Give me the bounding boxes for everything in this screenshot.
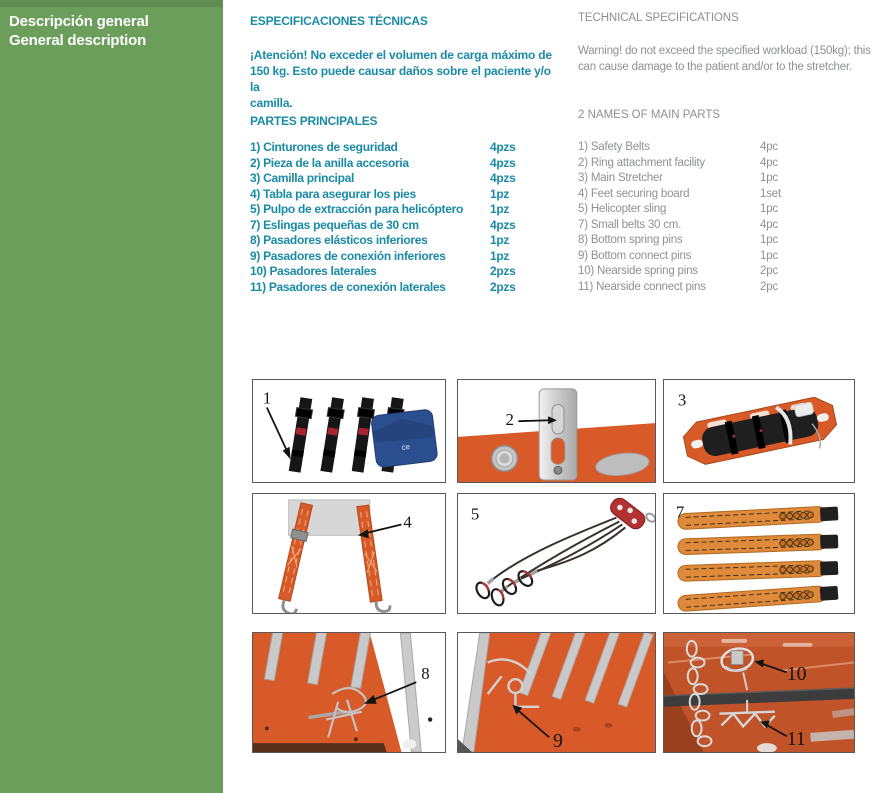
arrow-pointer [518,420,550,421]
parts-list-row [578,249,818,265]
english-warning-line: can cause damage to the patient and/or to the stretcher. [578,61,852,73]
carry-pouch [371,409,438,468]
part-qty: 1pz [490,202,510,216]
figure-bottom-connect-pins [457,632,656,753]
figure-number-10: 10 [786,663,807,686]
part-qty: 2pzs [490,264,516,278]
part-label: 2) Ring attachment facility [578,156,705,169]
ce-mark: ce [400,442,411,453]
spanish-warning-line: ¡Atención! No exceder el volumen de carga máximo de [250,48,552,62]
parts-list-row [250,264,540,280]
sidebar [0,0,223,793]
figure-number-5: 5 [470,504,480,524]
parts-list-row [578,202,818,218]
part-label: 8) Bottom spring pins [578,234,683,246]
part-qty: 4pc [760,141,778,153]
parts-list-row [578,280,818,296]
english-warning-line: Warning! do not exceed the specified workload (150kg); this [578,45,871,57]
parts-list-row [250,171,540,187]
part-label: 8) Pasadores elásticos inferiores [250,233,428,247]
part-qty: 1set [760,187,781,200]
figure-number-8: 8 [421,664,430,684]
figure-number-11: 11 [786,728,806,751]
sidebar-top-strip [0,0,223,7]
part-qty: 4pc [760,218,778,231]
figure-number-3: 3 [677,390,687,410]
spanish-section-heading: ESPECIFICACIONES TÉCNICAS [250,14,428,28]
part-label: 4) Feet securing board [578,187,690,200]
small-belts-photo [664,494,854,613]
part-qty: 4pzs [490,171,516,185]
part-qty: 2pc [760,280,778,293]
part-label: 3) Main Stretcher [578,172,663,184]
part-qty: 4pc [760,156,778,169]
part-label: 3) Camilla principal [250,171,355,185]
figure-main-stretcher [663,379,855,483]
ring-attachment-photo [458,380,655,482]
spanish-parts-heading: PARTES PRINCIPALES [250,114,378,128]
part-label: 10) Pasadores laterales [250,264,377,278]
parts-list-row [578,233,818,249]
part-label: 10) Nearside spring pins [578,265,698,277]
english-warning [578,43,871,75]
part-qty: 1pz [490,248,510,263]
part-label: 7) Eslingas pequeñas de 30 cm [250,217,419,232]
belt-strap [677,585,838,612]
nearside-pins-photo [664,633,854,752]
parts-list-row [250,140,540,156]
figure-safety-belts [252,379,446,483]
parts-list-row [250,233,540,249]
main-stretcher-photo [664,380,854,482]
part-qty: 1pc [760,234,778,246]
spanish-warning-line: 150 kg. Esto puede causar daños sobre el paciente y/o la [250,64,551,94]
belt-strap [678,560,839,581]
figure-small-belts [663,493,855,614]
figure-ring-attachment [457,379,656,483]
part-qty: 1pc [760,249,778,262]
arrow-pointer [267,407,289,454]
figure-number-2: 2 [505,410,514,430]
part-label: 5) Pulpo de extracción para helicóptero [250,202,464,216]
safety-belts-photo [253,380,445,482]
part-label: 11) Nearside connect pins [578,280,706,293]
part-qty: 4pzs [490,140,516,154]
figure-nearside-pins [663,632,855,753]
part-qty: 1pz [490,186,510,201]
bottom-connect-pins-photo [458,633,655,752]
spanish-warning-line: camilla. [250,96,293,110]
part-qty: 4pzs [490,217,516,232]
page-title [9,12,214,50]
belt-strap [678,534,839,555]
part-label: 4) Tabla para asegurar los pies [250,186,416,201]
parts-list-row [578,171,818,187]
figure-bottom-spring-pins [252,632,446,753]
figure-number-7: 7 [675,502,685,522]
part-qty: 2pc [760,265,778,277]
part-label: 1) Safety Belts [578,141,650,153]
part-label: 2) Pieza de la anilla accesoria [250,155,409,170]
english-section-heading: TECHNICAL SPECIFICATIONS [578,12,739,24]
parts-list-row [250,156,540,172]
parts-list-row [578,140,818,156]
english-parts-heading: 2 NAMES OF MAIN PARTS [578,109,721,121]
spanish-warning [250,47,552,111]
part-qty: 4pzs [490,155,516,170]
parts-list-row [250,218,540,234]
part-qty: 1pz [490,233,510,247]
page-title-line-en: General description [9,32,147,49]
part-label: 7) Small belts 30 cm. [578,218,682,231]
page-title-line-es: Descripción general [9,13,149,30]
part-label: 9) Bottom connect pins [578,249,692,262]
figure-number-1: 1 [262,388,272,408]
bottom-spring-pins-photo [253,633,445,752]
helicopter-sling-photo [458,494,655,613]
parts-list-row [578,156,818,172]
figure-number-9: 9 [553,730,563,752]
feet-board-photo [253,494,445,613]
part-qty: 1pc [760,203,778,215]
part-qty: 1pc [760,172,778,184]
arrow-head [283,447,291,460]
part-qty: 2pzs [490,279,516,294]
figure-number-4: 4 [403,512,412,532]
parts-list-row [250,280,540,296]
parts-list-row [578,218,818,234]
part-label: 11) Pasadores de conexión laterales [250,279,446,294]
parts-list-row [250,187,540,203]
part-label: 9) Pasadores de conexión inferiores [250,248,446,263]
parts-list-row [250,249,540,265]
parts-list-row [578,187,818,203]
spanish-parts-list [250,140,540,295]
belt-strap [678,506,839,530]
part-label: 5) Helicopter sling [578,203,667,215]
part-label: 1) Cinturones de seguridad [250,140,398,154]
english-parts-list [578,140,818,295]
figure-feet-securing-board [252,493,446,614]
figure-helicopter-sling [457,493,656,614]
parts-list-row [578,264,818,280]
parts-list-row [250,202,540,218]
